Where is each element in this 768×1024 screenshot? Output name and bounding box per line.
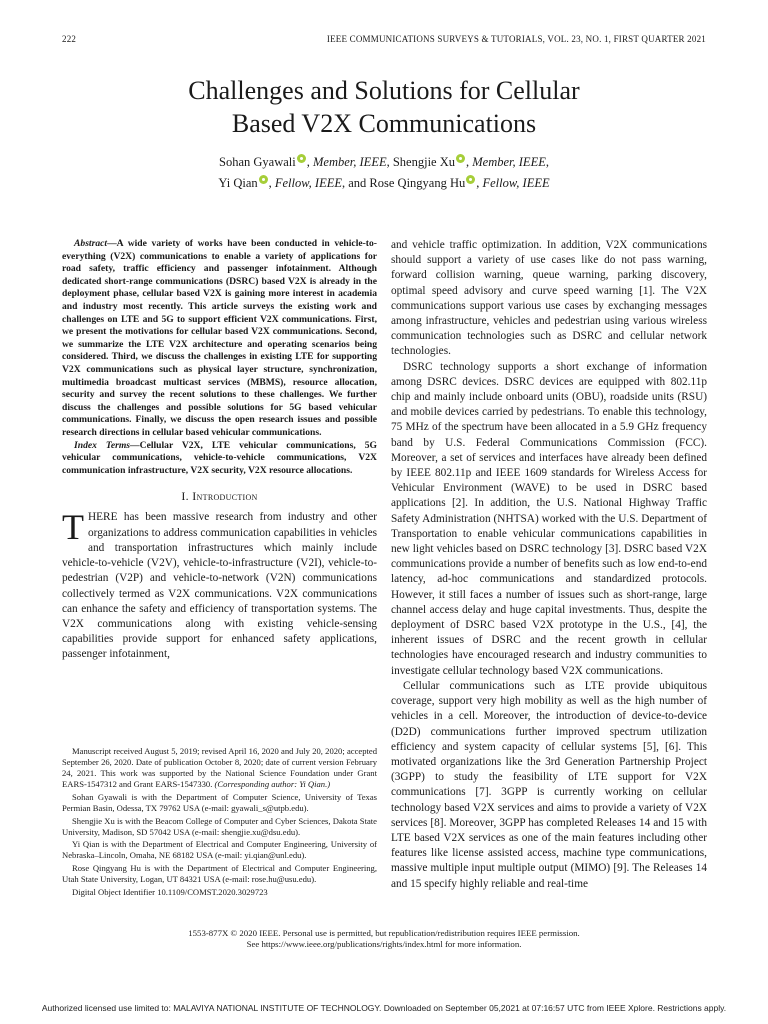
copyright-line-1: 1553-877X © 2020 IEEE. Personal use is permitted, but republication/redistribution requires IEEE permission. xyxy=(188,928,580,938)
author-line-2: Yi Qian , Fellow, IEEE, and Rose Qingyang Hu , Fellow, IEEE xyxy=(218,176,550,191)
footnote-xu: Shengjie Xu is with the Beacom College of Computer and Cyber Sciences, Dakota State University, Madison, SD 57042 USA (e-mail: shengjie.xu@dsu.edu). xyxy=(62,815,377,837)
index-terms xyxy=(62,440,377,478)
body-paragraph-2: DSRC technology supports a short exchange of information among DSRC devices. DSRC devices are equipped with 802.11p chip and mainly include onboard units (OBU), roadside units (RSU) and mobile devices carried by pedestrians. To enable this technology, 75 MHz of the spectrum have been allocated in a 5.9 GHz frequency band by U.S. Federal Communications Commission (FCC). Moreover, a set of services and interfaces have already been defined by IEEE 802.11p and IEEE 1609 standards for Wireless Access for Vehicular Environment (WAVE) to be used in DSRC based applications [2]. In addition, the U.S. National Highway Traffic Safety Administration (NHTSA) worked with the U.S. Department of Transportation to enable vehicular communications capabilities in new light vehicles based on DSRC technology [3]. DSRC based V2X communications provide a number of benefits such as low end-to-end latency, ad-hoc communications and standardized protocols. However, it still faces a number of issues such as short-range, large channel access delay and huge capital investments. Thus, despite the deployment of DSRC based V2X prototype in the U.S., [4], the inherent issues of DSRC and the recent growth in cellular technologies have encouraged research and industry communities to investigate cellular technology based V2X communications. xyxy=(391,360,707,677)
intro-paragraph xyxy=(62,507,377,662)
drop-cap: T xyxy=(62,507,84,548)
orcid-icon[interactable] xyxy=(466,175,475,184)
body-paragraph-3: Cellular communications such as LTE provide ubiquitous coverage, support very high mobility as well as the high number of vehicles in a cell. Moreover, the introduction of device-to-device (D2D) communications further improved spectrum utilization efficiency and system capacity of cellular systems [5], [6]. This motivated organizations like the 3rd Generation Partnership Project (3GPP) to study the feasibility of LTE support for V2X communications [7]. 3GPP is currently working on cellular technology based V2X services and aims to provide a variety of V2X services [8]. Moreover, 3GPP has completed Releases 14 and 15 with LTE based V2X services as one of the main features including other features like license assisted access, machine type communications, massive multiple input multiple output (MIMO) [9]. The Releases 14 and 15 specify highly reliable and real-time xyxy=(391,679,707,890)
author-list xyxy=(60,152,708,194)
author-conjunction: , and xyxy=(341,176,370,191)
author-role-4: Fellow, IEEE xyxy=(482,176,550,191)
right-column xyxy=(391,238,707,892)
left-column xyxy=(62,238,377,663)
author-name-4: Rose Qingyang Hu xyxy=(369,176,466,191)
footnote-manuscript-text: Manuscript received August 5, 2019; revised April 16, 2020 and July 20, 2020; accepted September 26, 2020. Date of publication October 8, 2020; date of current version February 24, 2021. This work was supported by the National Science Foundation under Grant EARS-1547312 and Grant EARS-1547330. xyxy=(62,746,377,790)
author-role-2: Member, IEEE xyxy=(472,155,546,170)
intro-first-word: HERE xyxy=(88,511,118,524)
footnote-hu: Rose Qingyang Hu is with the Department of Electrical and Computer Engineering, Utah State University, Logan, UT 84321 USA (e-mail: rose.hu@usu.edu). xyxy=(62,862,377,885)
author-name-2: Shengjie Xu xyxy=(392,155,455,170)
section-heading xyxy=(62,489,377,504)
intro-text: has been massive research from industry and other organizations to address communication capabilities in vehicles and transportation infrastructures which mainly include vehicle-to-vehicle (V2V), vehicle-to-infrastructure (V2I), vehicle-to-pedestrian (V2P) and vehicle-to-network (V2N) communications collectively termed as V2X communications. V2X communications can enhance the safety and efficiency of transportation systems. The V2X communications along with existing vehicle-sensing capabilities provide support for enhanced safety applications, passenger infotainment, xyxy=(62,511,377,661)
footnote-corresponding: (Corresponding author: Yi Qian.) xyxy=(214,779,331,790)
section-title: Introduction xyxy=(192,489,258,504)
running-head xyxy=(62,34,706,44)
footnote-doi[interactable]: Digital Object Identifier 10.1109/COMST.2020.3029723 xyxy=(72,886,268,897)
body-paragraph-1: and vehicle traffic optimization. In addition, V2X communications should support a variety of use cases like do not pass warning, forward collision warning, queue warning, parking discovery, optimal speed advisory and curve speed warning [1]. The V2X communications support various use cases by exchanging messages among infrastructure, vehicles and pedestrian using various wireless communication technologies such as DSRC and cellular network technologies. xyxy=(391,239,707,358)
footnote-qian: Yi Qian is with the Department of Electrical and Computer Engineering, University of Nebraska–Lincoln, Omaha, NE 68182 USA (e-mail: yi.qian@unl.edu). xyxy=(62,839,377,861)
abstract xyxy=(62,238,377,440)
index-terms-lead: Index Terms xyxy=(74,439,131,451)
title-line-1: Challenges and Solutions for Cellular xyxy=(188,76,580,105)
orcid-icon[interactable] xyxy=(456,154,465,163)
page-number: 222 xyxy=(62,34,77,44)
abstract-lead: Abstract xyxy=(74,238,108,249)
footnotes xyxy=(62,746,377,899)
author-name-3: Yi Qian xyxy=(218,176,258,191)
author-line-1: Sohan Gyawali , Member, IEEE, Shengjie Xu , Member, IEEE, xyxy=(219,155,549,170)
paper-title xyxy=(60,74,708,140)
author-role-3: Fellow, IEEE xyxy=(274,176,342,191)
orcid-icon[interactable] xyxy=(297,154,306,163)
title-line-2: Based V2X Communications xyxy=(231,109,537,138)
license-banner: Authorized licensed use limited to: MALAVIYA NATIONAL INSTITUTE OF TECHNOLOGY. Downloaded on September 05,2021 at 07:16:57 UTC from IEEE Xplore. Restrictions apply. xyxy=(41,1003,727,1013)
orcid-icon[interactable] xyxy=(259,175,268,184)
copyright-notice xyxy=(62,928,706,950)
footnote-gyawali: Sohan Gyawali is with the Department of Computer Science, University of Texas Permian Basin, Odessa, TX 79762 USA (e-mail: gyawali_s@utpb.edu). xyxy=(62,791,377,813)
index-terms-text: —Cellular V2X, LTE vehicular communications, 5G vehicular communications, vehicle-to-vehicle communications, V2X communication infrastructure, V2X security, V2X resource allocations. xyxy=(62,439,377,476)
author-name-1: Sohan Gyawali xyxy=(219,155,296,170)
copyright-line-2[interactable]: See https://www.ieee.org/publications/rights/index.html for more information. xyxy=(246,939,522,949)
author-role-1: Member, IEEE xyxy=(313,155,387,170)
section-number: I. xyxy=(181,489,193,504)
abstract-text: —A wide variety of works have been conducted in vehicle-to-everything (V2X) communications to enable a variety of applications for road safety, traffic efficiency and passenger infotainment. Although dedicated short-range communications (DSRC) based V2X is already in the deployment phase, cellular based V2X is gaining more interest in academia and industry most recently. This article surveys the existing work and challenges on LTE and 5G to support efficient V2X communications. First, we present the motivations for cellular based V2X communications. Second, we summarize the LTE V2X architecture and operating scenarios being considered. Third, we discuss the challenges in existing LTE for supporting V2X communications such as physical layer structure, synchronization, multimedia broadcast multicast services (MBMS), resource allocation, security and survey the recent solutions to these challenges. We further discuss the challenges and possible solutions for 5G based vehicular communications. Finally, we discuss the open research issues and possible research directions in cellular based vehicular communications. xyxy=(62,238,377,438)
journal-name: IEEE COMMUNICATIONS SURVEYS & TUTORIALS, VOL. 23, NO. 1, FIRST QUARTER 2021 xyxy=(326,34,706,44)
footnote-manuscript xyxy=(62,746,377,790)
